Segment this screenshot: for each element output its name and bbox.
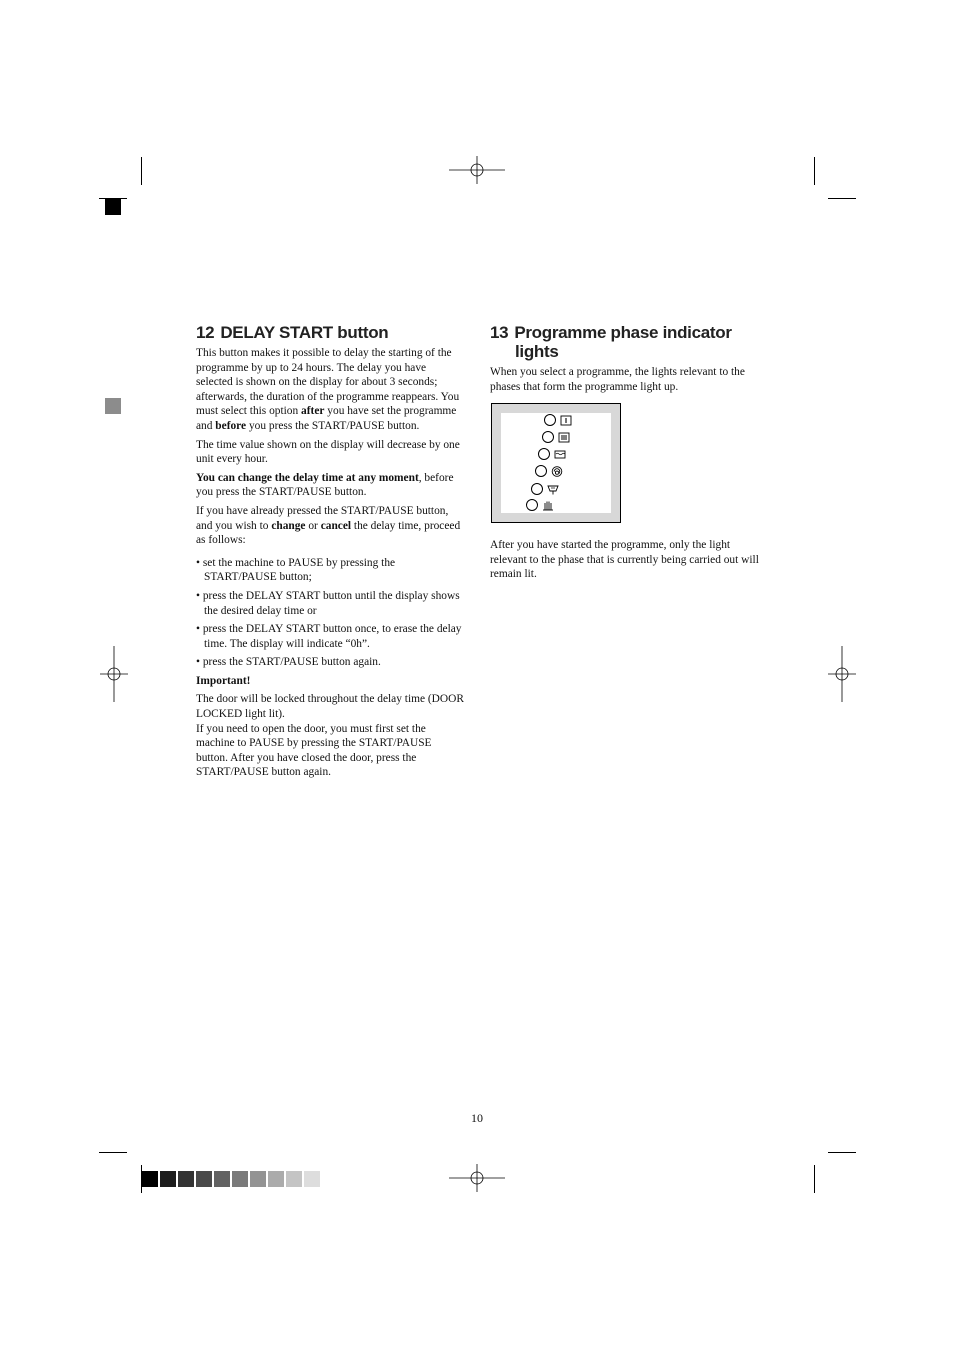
- registration-square-gray: [105, 398, 121, 414]
- list-item: • press the DELAY START button until the display shows the desired delay time or: [196, 589, 460, 617]
- color-swatch: [286, 1171, 302, 1187]
- section-12-title: DELAY START button: [220, 323, 389, 342]
- indicator-light: [544, 414, 556, 426]
- important-label: Important!: [196, 674, 251, 687]
- section-13-text-after: [490, 538, 760, 586]
- prewash-icon: [560, 415, 572, 426]
- section-12-paragraph-1: This button makes it possible to delay the starting of the programme by up to 24 hours. The delay you have selected is shown on the display for about 3 seconds; afterwards, the duration of the programme reappears. You must select this option after you have set the programme and before you press the START/PAUSE button.: [196, 347, 460, 432]
- indicator-drain: [531, 483, 559, 495]
- crop-mark-top-right-h: [828, 198, 856, 199]
- crop-mark-top-left-v: [141, 157, 142, 185]
- indicator-light: [538, 448, 550, 460]
- wash-icon: [558, 432, 570, 443]
- crop-mark-bottom-right-h: [828, 1152, 856, 1153]
- indicator-prewash: [544, 414, 572, 426]
- indicator-panel: [491, 403, 621, 523]
- end-icon: [542, 500, 554, 511]
- section-12-paragraph-2: The time value shown on the display will decrease by one unit every hour.: [196, 438, 460, 466]
- section-12-delay-start: [196, 323, 464, 784]
- important-paragraph-2: If you need to open the door, you must first set the machine to PAUSE by pressing the START/PAUSE button. After you have closed the door, press the START/PAUSE button again.: [196, 722, 432, 779]
- section-13-title: Programme phase indicator lights: [514, 323, 732, 361]
- color-swatch: [196, 1171, 212, 1187]
- color-swatch: [268, 1171, 284, 1187]
- indicator-light: [542, 431, 554, 443]
- color-swatch: [178, 1171, 194, 1187]
- indicator-light: [526, 499, 538, 511]
- drain-icon: [547, 484, 559, 495]
- crop-mark-bottom-left-h: [99, 1152, 127, 1153]
- section-12-paragraph-4: If you have already pressed the START/PAUSE button, and you wish to change or cancel the delay time, proceed as follows:: [196, 504, 461, 547]
- indicator-light: [535, 465, 547, 477]
- crop-mark-bottom-right-v: [814, 1165, 815, 1193]
- registration-target-left-icon: [100, 646, 128, 702]
- section-13-paragraph-2: After you have started the programme, only the light relevant to the phase that is currently being carried out will remain lit.: [490, 539, 759, 581]
- crop-mark-top-right-v: [814, 157, 815, 185]
- indicator-light: [531, 483, 543, 495]
- list-item: • press the DELAY START button once, to erase the delay time. The display will indicate “0h”.: [196, 623, 462, 650]
- section-13-paragraph-1: When you select a programme, the lights relevant to the phases that form the programme light up.: [490, 366, 745, 393]
- section-13-phase-indicators: [490, 323, 760, 398]
- indicator-spin: [535, 465, 563, 477]
- color-swatch: [214, 1171, 230, 1187]
- important-paragraph-1: The door will be locked throughout the delay time (DOOR LOCKED light lit).: [196, 693, 464, 721]
- color-swatch: [142, 1171, 158, 1187]
- section-12-heading: [196, 323, 464, 342]
- indicator-rinse: [538, 448, 566, 460]
- list-item: • press the START/PAUSE button again.: [196, 656, 381, 669]
- rinse-icon: [554, 449, 566, 460]
- section-13-number: 13: [490, 323, 509, 342]
- registration-target-right-icon: [828, 646, 856, 702]
- color-swatch: [250, 1171, 266, 1187]
- color-swatch-bar: [142, 1171, 322, 1187]
- color-swatch: [160, 1171, 176, 1187]
- spin-icon: [551, 466, 563, 477]
- section-13-heading: [490, 323, 760, 361]
- indicator-wash: [542, 431, 570, 443]
- list-item: • set the machine to PAUSE by pressing the START/PAUSE button;: [196, 556, 396, 584]
- indicator-end: [526, 499, 554, 511]
- color-swatch: [304, 1171, 320, 1187]
- section-12-paragraph-3: You can change the delay time at any moment, before you press the START/PAUSE button.: [196, 471, 454, 499]
- registration-square-black: [105, 199, 121, 215]
- registration-target-bottom-icon: [449, 1164, 505, 1192]
- section-12-number: 12: [196, 323, 215, 342]
- registration-target-top-icon: [449, 156, 505, 184]
- color-swatch: [232, 1171, 248, 1187]
- page-number: 10: [471, 1111, 483, 1125]
